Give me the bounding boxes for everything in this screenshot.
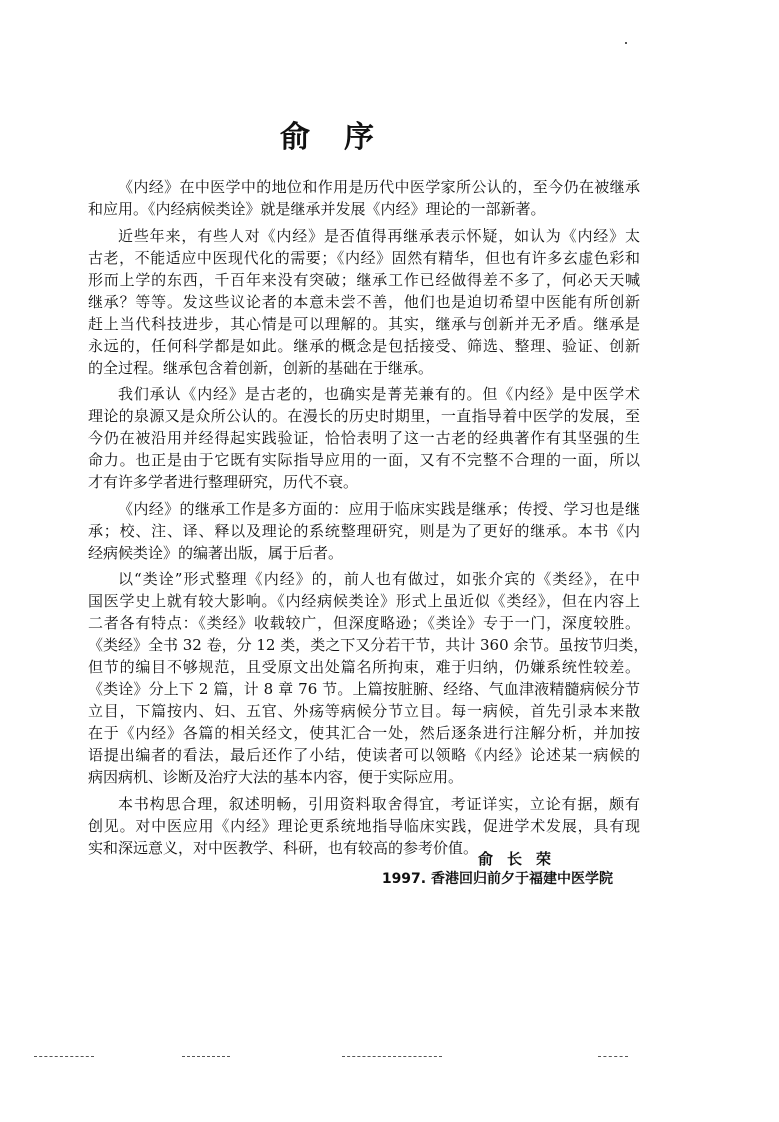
text-line: 但节的编目不够规范，且受原文出处篇名所拘束，难于归纳，仍嫌系统性较差。 — [88, 658, 640, 676]
text-line: 经病候类诠》的编著出版，属于后者。 — [88, 543, 344, 562]
text-line: 古老，不能适应中医现代化的需要；《内经》固然有精华，但也有许多玄虚色彩和 — [88, 248, 640, 267]
author-signature: 俞长荣 — [478, 850, 566, 868]
text-line: 的全过程。继承包含着创新，创新的基础在于继承。 — [88, 358, 434, 377]
scan-artifact — [34, 1056, 94, 1058]
text-line: 在于《内经》各篇的相关经文，使其汇合一处，然后逐条进行注解分析，并加按 — [88, 724, 640, 742]
scan-artifact — [598, 1056, 628, 1058]
text-line: 创见。对中医应用《内经》理论更系统地指导临床实践，促进学术发展，具有现 — [88, 816, 640, 835]
preface-body — [88, 176, 649, 863]
scan-artifact — [625, 42, 627, 44]
text-line: 继承？等等。发这些议论者的本意未尝不善，他们也是迫切希望中医能有所创新 — [88, 292, 640, 311]
text-line: 《类经》全书 32 卷，分 12 类，类之下又分若干节，共计 360 余节。虽按节归类， — [88, 636, 649, 654]
text-line: 赶上当代科技进步，其心情是可以理解的。其实，继承与创新并无矛盾。继承是 — [88, 314, 640, 333]
scan-artifact — [342, 1056, 442, 1058]
text-line: 永远的，任何科学都是如此。继承的概念是包括接受、筛选、整理、验证、创新 — [88, 336, 640, 355]
paragraph — [88, 176, 640, 220]
text-line: 《内经》在中医学中的地位和作用是历代中医学家所公认的，至今仍在被继承 — [118, 178, 640, 196]
scan-artifact — [182, 1056, 230, 1058]
text-line: 实和深远意义，对中医教学、科研，也有较高的参考价值。 — [88, 838, 479, 857]
paragraph — [88, 498, 640, 564]
text-line: 命力。也正是由于它既有实际指导应用的一面，又有不完整不合理的一面，所以 — [88, 451, 640, 469]
text-line: 形而上学的东西，千百年来没有突破；继承工作已经做得差不多了，何必天天喊 — [88, 270, 640, 289]
text-line: 《内经》的继承工作是多方面的：应用于临床实践是继承；传授、学习也是继 — [118, 499, 640, 518]
text-line: 国医学史上就有较大影响。《内经病候类诠》形式上虽近似《类经》，但在内容上 — [88, 592, 640, 610]
text-line: 理论的泉源又是众所公认的。在漫长的历史时期里，一直指导着中医学的发展，至 — [88, 407, 640, 425]
text-line: 以“类诠”形式整理《内经》的，前人也有做过，如张介宾的《类经》，在中 — [118, 570, 640, 588]
paragraph — [88, 568, 649, 788]
text-line: 承；校、注、译、释以及理论的系统整理研究，则是为了更好的继承。本书《内 — [88, 521, 640, 540]
text-line: 语提出编者的看法，最后还作了小结，使读者可以领略《内经》论述某一病候的 — [88, 746, 640, 764]
text-line: 今仍在被沿用并经得起实践验证，恰恰表明了这一古老的经典著作有其坚强的生 — [88, 429, 640, 447]
paragraph — [88, 383, 640, 493]
text-line: 《类诠》分上下 2 篇，计 8 章 76 节。上篇按脏腑、经络、气血津液精髓病候分节 — [88, 680, 640, 698]
text-line: 和应用。《内经病候类诠》就是继承并发展《内经》理论的一部新著。 — [88, 200, 546, 218]
text-line: 才有许多学者进行整理研究，历代不衰。 — [88, 473, 359, 491]
text-line: 病因病机、诊断及治疗大法的基本内容，便于实际应用。 — [88, 768, 464, 786]
paragraph — [88, 225, 640, 379]
page-title: 俞序 — [280, 120, 408, 155]
text-line: 近些年来，有些人对《内经》是否值得再继承表示怀疑，如认为《内经》太 — [118, 226, 640, 245]
date-place: 1997. 香港回归前夕于福建中医学院 — [381, 871, 613, 887]
text-line: 立目，下篇按内、妇、五官、外疡等病候分节立目。每一病候，首先引录本来散 — [88, 702, 640, 720]
text-line: 本书构思合理，叙述明畅，引用资料取舍得宜，考证详实，立论有据，颇有 — [118, 794, 640, 813]
text-line: 我们承认《内经》是古老的，也确实是菁芜兼有的。但《内经》是中医学术 — [118, 385, 640, 403]
text-line: 二者各有特点：《类经》收载较广，但深度略逊；《类诠》专于一门，深度较胜。 — [88, 614, 640, 632]
